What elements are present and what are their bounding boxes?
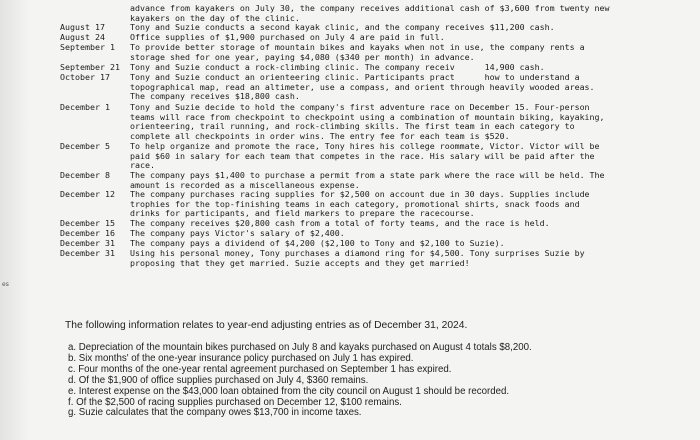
- description-line: To help organize and promote the race, Tony hires his college roommate, Victor. Victor will be: [130, 141, 600, 151]
- description-line: The company purchases racing supplies for $2,500 on account due in 30 days. Supplies include: [130, 189, 590, 199]
- intro-paragraph: [130, 4, 690, 23]
- description-line: teams will race from checkpoint to checkpoint using a combination of mountain biking, kayaking,: [130, 111, 605, 122]
- transaction-date: December 12: [60, 189, 115, 199]
- transaction-date: August 17: [60, 22, 105, 32]
- transaction-description: [130, 142, 690, 171]
- description-line: To provide better storage of mountain bikes and kayaks when not in use, the company rents a: [130, 42, 585, 52]
- transaction-date: December 8: [60, 170, 110, 180]
- description-line: The company pays a dividend of $4,200 ($2,100 to Tony and $2,100 to Suzie).: [130, 238, 505, 248]
- transaction-date: December 1: [60, 102, 110, 112]
- description-line: Tony and Suzie decide to hold the company's first adventure race on December 15. Four-person: [130, 102, 590, 112]
- list-item: b. Six months' of the one-year insurance policy purchased on July 1 has expired.: [68, 352, 414, 364]
- description-line: drinks for participants, and field markers to prepare the racecourse.: [130, 208, 475, 218]
- description-line: topographical map, read an altimeter, use a compass, and orient through heavily wooded areas.: [130, 81, 595, 92]
- transaction-date: December 31: [60, 248, 115, 258]
- transaction-date: December 16: [60, 228, 115, 238]
- description-line: complete all checkpoints in order wins. The entry fee for each team is $520.: [130, 130, 510, 141]
- transaction-date: September 21: [60, 62, 120, 72]
- list-item: d. Of the $1,900 of office supplies purchased on July 4, $360 remains.: [68, 374, 369, 386]
- transaction-date: August 24: [60, 32, 105, 42]
- description-line: Using his personal money, Tony purchases a diamond ring for $4,500. Tony surprises Suzie by: [130, 248, 585, 258]
- description-line: orienteering, trail running, and rock-climbing skills. The first team in each category to: [130, 121, 575, 131]
- transaction-date: September 1: [60, 42, 115, 52]
- description-line: proposing that they get married. Suzie accepts and they get married!: [130, 257, 470, 268]
- description-line: trophies for the top-finishing teams in each category, promotional shirts, snack foods and: [130, 198, 580, 209]
- description-line: Office supplies of $1,900 purchased on July 4 are paid in full.: [130, 32, 445, 42]
- adjusting-entries-heading: The following information relates to year-end adjusting entries as of December 31, 2024.: [65, 320, 468, 331]
- transaction-date: December 5: [60, 141, 110, 151]
- transaction-description: [130, 190, 690, 219]
- transaction-date: October 17: [60, 72, 110, 82]
- transaction-description: [130, 103, 690, 141]
- left-page-edge: [0, 0, 30, 440]
- list-item: g. Suzie calculates that the company owes $13,700 in income taxes.: [68, 407, 362, 419]
- description-line: amount is recorded as a miscellaneous expense.: [130, 179, 360, 190]
- description-line: Tony and Suzie conduct an orienteering clinic. Participants pract how to understand a: [130, 72, 580, 82]
- description-line: The company receives $18,800 cash.: [130, 91, 300, 101]
- description-line: paid $60 in salary for each team that competes in the race. His salary will be paid after the: [130, 150, 595, 161]
- intro-line: kayakers on the day of the clinic.: [130, 12, 300, 23]
- edge-label: es: [2, 281, 9, 288]
- list-item: c. Four months of the one-year rental agreement purchased on September 1 has expired.: [68, 363, 452, 375]
- list-item: f. Of the $2,500 of racing supplies purchased on December 12, $100 remains.: [68, 396, 402, 408]
- transaction-date: December 31: [60, 238, 115, 248]
- description-line: The company pays Victor's salary of $2,400.: [130, 228, 345, 238]
- description-line: race.: [130, 160, 155, 170]
- transaction-description: [130, 43, 690, 62]
- description-line: The company pays $1,400 to purchase a permit from a state park where the race will be held. The: [130, 170, 605, 180]
- intro-line: advance from kayakers on July 30, the company receives additional cash of $3,600 from twenty new: [130, 3, 610, 13]
- description-line: The company receives $20,800 cash from a total of forty teams, and the race is held.: [130, 218, 550, 228]
- list-item: e. Interest expense on the $43,000 loan obtained from the city council on August 1 should be recorded.: [68, 385, 510, 397]
- transaction-date: December 15: [60, 218, 115, 228]
- description-line: storage shed for one year, paying $4,080 ($340 per month) in advance.: [130, 51, 475, 62]
- transaction-description: [130, 171, 690, 190]
- transaction-description: [130, 249, 690, 268]
- description-line: Tony and Suzie conduct a rock-climbing clinic. The company receiv 14,900 cash.: [130, 62, 545, 72]
- description-line: Tony and Suzie conducts a second kayak clinic, and the company receives $11,200 cash.: [130, 22, 555, 32]
- transaction-description: [130, 73, 690, 102]
- list-item: a. Depreciation of the mountain bikes purchased on July 8 and kayaks purchased on August 4 totals $8,200.: [68, 342, 532, 353]
- adjusting-entries-list: [68, 343, 532, 419]
